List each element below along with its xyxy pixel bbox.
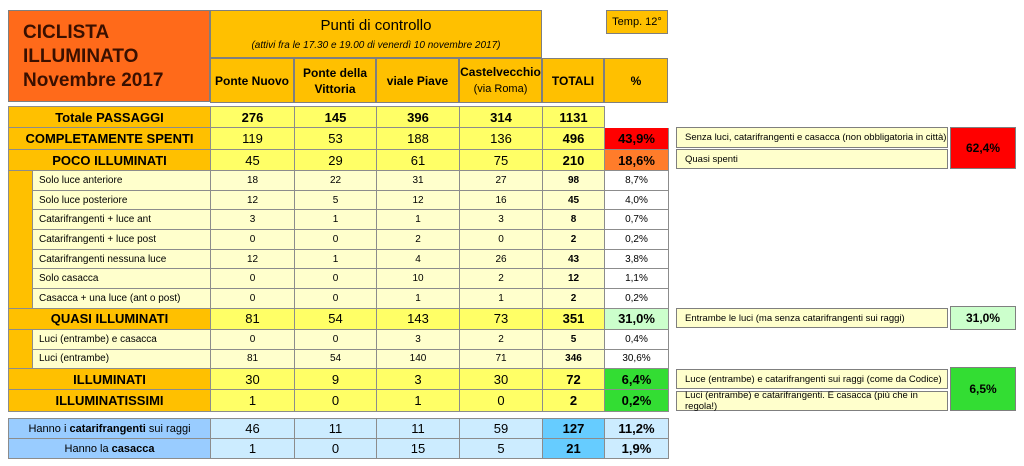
row-label: ILLUMINATISSIMI xyxy=(9,390,211,412)
cell-castelvecchio: 30 xyxy=(460,369,543,390)
cell-pct: 11,2% xyxy=(605,419,669,439)
row-label: Catarifrangenti + luce ant xyxy=(33,210,211,230)
data-table xyxy=(8,106,669,412)
cell-totali: 43 xyxy=(543,249,605,269)
cell-ponte-vittoria: 0 xyxy=(295,329,377,349)
cell-ponte-vittoria: 1 xyxy=(295,210,377,230)
row-label: QUASI ILLUMINATI xyxy=(9,308,211,329)
row-label: Hanno i catarifrangenti sui raggi xyxy=(9,419,211,439)
cell-ponte-nuovo: 119 xyxy=(211,128,295,150)
cell-pct xyxy=(605,107,669,128)
cell-pct: 4,0% xyxy=(605,190,669,210)
cell-castelvecchio: 16 xyxy=(460,190,543,210)
note-illuminati: Luce (entrambe) e catarifrangenti sui raggi (come da Codice) xyxy=(676,369,948,389)
cell-ponte-vittoria: 9 xyxy=(295,369,377,390)
cell-totali: 72 xyxy=(543,369,605,390)
cell-pct: 31,0% xyxy=(605,308,669,329)
bottom-row-catarifrangenti xyxy=(9,419,669,439)
group-subtitle: (attivi fra le 17.30 e 19.00 di venerdì 10 novembre 2017) xyxy=(251,40,501,51)
cell-viale-piave: 31 xyxy=(377,171,460,191)
row-label: Solo luce anteriore xyxy=(33,171,211,191)
cell-castelvecchio: 3 xyxy=(460,210,543,230)
note-quasi: Entrambe le luci (ma senza catarifrangenti sui raggi) xyxy=(676,308,948,328)
cell-totali: 2 xyxy=(543,289,605,309)
note-poco: Quasi spenti xyxy=(676,149,948,169)
title-line-2: ILLUMINATO xyxy=(23,46,139,67)
cell-pct: 8,7% xyxy=(605,171,669,191)
summary-quasi-total: 31,0% xyxy=(950,306,1016,330)
cell-totali: 12 xyxy=(543,269,605,289)
cell-viale-piave: 61 xyxy=(377,150,460,171)
cell-pct: 3,8% xyxy=(605,249,669,269)
row-label: Solo luce posteriore xyxy=(33,190,211,210)
cell-castelvecchio: 75 xyxy=(460,150,543,171)
cell-pct: 0,2% xyxy=(605,289,669,309)
cell-viale-piave: 10 xyxy=(377,269,460,289)
cell-pct: 0,4% xyxy=(605,329,669,349)
title-line-1: CICLISTA xyxy=(23,22,110,43)
row-label: Luci (entrambe) xyxy=(33,349,211,369)
cell-totali: 45 xyxy=(543,190,605,210)
col-header-totali: TOTALI xyxy=(542,58,604,103)
cell-castelvecchio: 26 xyxy=(460,249,543,269)
row-label: ILLUMINATI xyxy=(9,369,211,390)
summary-spenti-total: 62,4% xyxy=(950,127,1016,169)
cell-castelvecchio: 0 xyxy=(460,230,543,250)
cell-ponte-nuovo: 30 xyxy=(211,369,295,390)
col-header-ponte-nuovo: Ponte Nuovo xyxy=(210,58,294,103)
cell-viale-piave: 15 xyxy=(377,439,460,459)
cell-viale-piave: 1 xyxy=(377,210,460,230)
cell-ponte-nuovo: 1 xyxy=(211,390,295,412)
table-row-sub xyxy=(9,349,669,369)
cell-ponte-nuovo: 46 xyxy=(211,419,295,439)
col-header-viale-piave: viale Piave xyxy=(376,58,459,103)
group-indent xyxy=(9,171,33,309)
cell-castelvecchio: 5 xyxy=(460,439,543,459)
cell-pct: 6,4% xyxy=(605,369,669,390)
table-row-sub xyxy=(9,289,669,309)
cell-castelvecchio: 59 xyxy=(460,419,543,439)
cell-totali: 2 xyxy=(543,230,605,250)
cell-castelvecchio: 2 xyxy=(460,269,543,289)
cell-ponte-vittoria: 0 xyxy=(295,390,377,412)
cell-viale-piave: 3 xyxy=(377,329,460,349)
cell-totali: 5 xyxy=(543,329,605,349)
cell-totali: 8 xyxy=(543,210,605,230)
row-label: Solo casacca xyxy=(33,269,211,289)
bottom-row-casacca xyxy=(9,439,669,459)
title-block xyxy=(8,10,210,102)
cell-totali: 21 xyxy=(543,439,605,459)
table-row-poco xyxy=(9,150,669,171)
col-header-ponte-vittoria: Ponte della Vittoria xyxy=(294,58,376,103)
cell-ponte-vittoria: 0 xyxy=(295,230,377,250)
cell-ponte-vittoria: 5 xyxy=(295,190,377,210)
table-row-sub xyxy=(9,249,669,269)
row-label: Totale PASSAGGI xyxy=(9,107,211,128)
table-row-totale xyxy=(9,107,669,128)
bottom-table xyxy=(8,418,669,459)
cell-ponte-nuovo: 3 xyxy=(211,210,295,230)
group-title: Punti di controllo xyxy=(320,17,432,34)
cell-ponte-nuovo: 12 xyxy=(211,249,295,269)
cell-viale-piave: 12 xyxy=(377,190,460,210)
cell-viale-piave: 1 xyxy=(377,289,460,309)
table-row-sub xyxy=(9,171,669,191)
cell-ponte-vittoria: 145 xyxy=(295,107,377,128)
cell-viale-piave: 143 xyxy=(377,308,460,329)
cell-ponte-nuovo: 45 xyxy=(211,150,295,171)
cell-castelvecchio: 71 xyxy=(460,349,543,369)
row-label: COMPLETAMENTE SPENTI xyxy=(9,128,211,150)
cell-ponte-nuovo: 276 xyxy=(211,107,295,128)
cell-ponte-nuovo: 81 xyxy=(211,308,295,329)
cell-castelvecchio: 2 xyxy=(460,329,543,349)
table-row-sub xyxy=(9,190,669,210)
cell-viale-piave: 11 xyxy=(377,419,460,439)
cell-ponte-vittoria: 1 xyxy=(295,249,377,269)
cell-totali: 2 xyxy=(543,390,605,412)
row-label: Catarifrangenti + luce post xyxy=(33,230,211,250)
table-row-sub xyxy=(9,269,669,289)
summary-illuminati-total: 6,5% xyxy=(950,367,1016,411)
cell-castelvecchio: 27 xyxy=(460,171,543,191)
cell-ponte-vittoria: 29 xyxy=(295,150,377,171)
cell-ponte-nuovo: 0 xyxy=(211,329,295,349)
cell-pct: 43,9% xyxy=(605,128,669,150)
cell-ponte-nuovo: 0 xyxy=(211,289,295,309)
cell-pct: 18,6% xyxy=(605,150,669,171)
note-spenti: Senza luci, catarifrangenti e casacca (non obbligatoria in città) xyxy=(676,127,948,148)
cell-castelvecchio: 0 xyxy=(460,390,543,412)
cell-ponte-vittoria: 0 xyxy=(295,269,377,289)
group-header xyxy=(210,10,542,58)
note-illuminatissimi: Luci (entrambe) e catarifrangenti. E casacca (più che in regola!) xyxy=(676,391,948,411)
cell-viale-piave: 2 xyxy=(377,230,460,250)
row-label: POCO ILLUMINATI xyxy=(9,150,211,171)
cell-viale-piave: 396 xyxy=(377,107,460,128)
cell-ponte-nuovo: 12 xyxy=(211,190,295,210)
cell-totali: 496 xyxy=(543,128,605,150)
temperature-badge: Temp. 12° xyxy=(606,10,668,34)
row-label: Hanno la casacca xyxy=(9,439,211,459)
table-row-sub xyxy=(9,230,669,250)
cell-totali: 98 xyxy=(543,171,605,191)
cell-totali: 210 xyxy=(543,150,605,171)
cell-ponte-nuovo: 81 xyxy=(211,349,295,369)
cell-castelvecchio: 73 xyxy=(460,308,543,329)
table-row-sub xyxy=(9,210,669,230)
table-row-quasi xyxy=(9,308,669,329)
cell-totali: 351 xyxy=(543,308,605,329)
group-indent xyxy=(9,329,33,368)
table-row-sub xyxy=(9,329,669,349)
table-row-illuminati xyxy=(9,369,669,390)
cell-castelvecchio: 1 xyxy=(460,289,543,309)
cell-viale-piave: 3 xyxy=(377,369,460,390)
cell-ponte-nuovo: 18 xyxy=(211,171,295,191)
cell-viale-piave: 140 xyxy=(377,349,460,369)
cell-ponte-vittoria: 54 xyxy=(295,308,377,329)
cell-viale-piave: 1 xyxy=(377,390,460,412)
row-label: Luci (entrambe) e casacca xyxy=(33,329,211,349)
cell-ponte-vittoria: 22 xyxy=(295,171,377,191)
cell-pct: 0,2% xyxy=(605,230,669,250)
col-header-pct: % xyxy=(604,58,668,103)
cell-pct: 30,6% xyxy=(605,349,669,369)
row-label: Catarifrangenti nessuna luce xyxy=(33,249,211,269)
cell-viale-piave: 188 xyxy=(377,128,460,150)
cell-pct: 1,9% xyxy=(605,439,669,459)
table-row-spenti xyxy=(9,128,669,150)
row-label: Casacca + una luce (ant o post) xyxy=(33,289,211,309)
title-line-3: Novembre 2017 xyxy=(23,70,164,91)
cell-viale-piave: 4 xyxy=(377,249,460,269)
col-header-castelvecchio: Castelvecchio (via Roma) xyxy=(459,58,542,103)
cell-ponte-vittoria: 54 xyxy=(295,349,377,369)
cell-ponte-vittoria: 0 xyxy=(295,439,377,459)
cell-totali: 1131 xyxy=(543,107,605,128)
cell-ponte-nuovo: 0 xyxy=(211,269,295,289)
cell-castelvecchio: 314 xyxy=(460,107,543,128)
cell-totali: 346 xyxy=(543,349,605,369)
cell-ponte-vittoria: 11 xyxy=(295,419,377,439)
cell-ponte-vittoria: 0 xyxy=(295,289,377,309)
cell-pct: 1,1% xyxy=(605,269,669,289)
cell-ponte-vittoria: 53 xyxy=(295,128,377,150)
cell-castelvecchio: 136 xyxy=(460,128,543,150)
cell-totali: 127 xyxy=(543,419,605,439)
cell-pct: 0,2% xyxy=(605,390,669,412)
cell-pct: 0,7% xyxy=(605,210,669,230)
cell-ponte-nuovo: 1 xyxy=(211,439,295,459)
table-row-illuminatissimi xyxy=(9,390,669,412)
cell-ponte-nuovo: 0 xyxy=(211,230,295,250)
